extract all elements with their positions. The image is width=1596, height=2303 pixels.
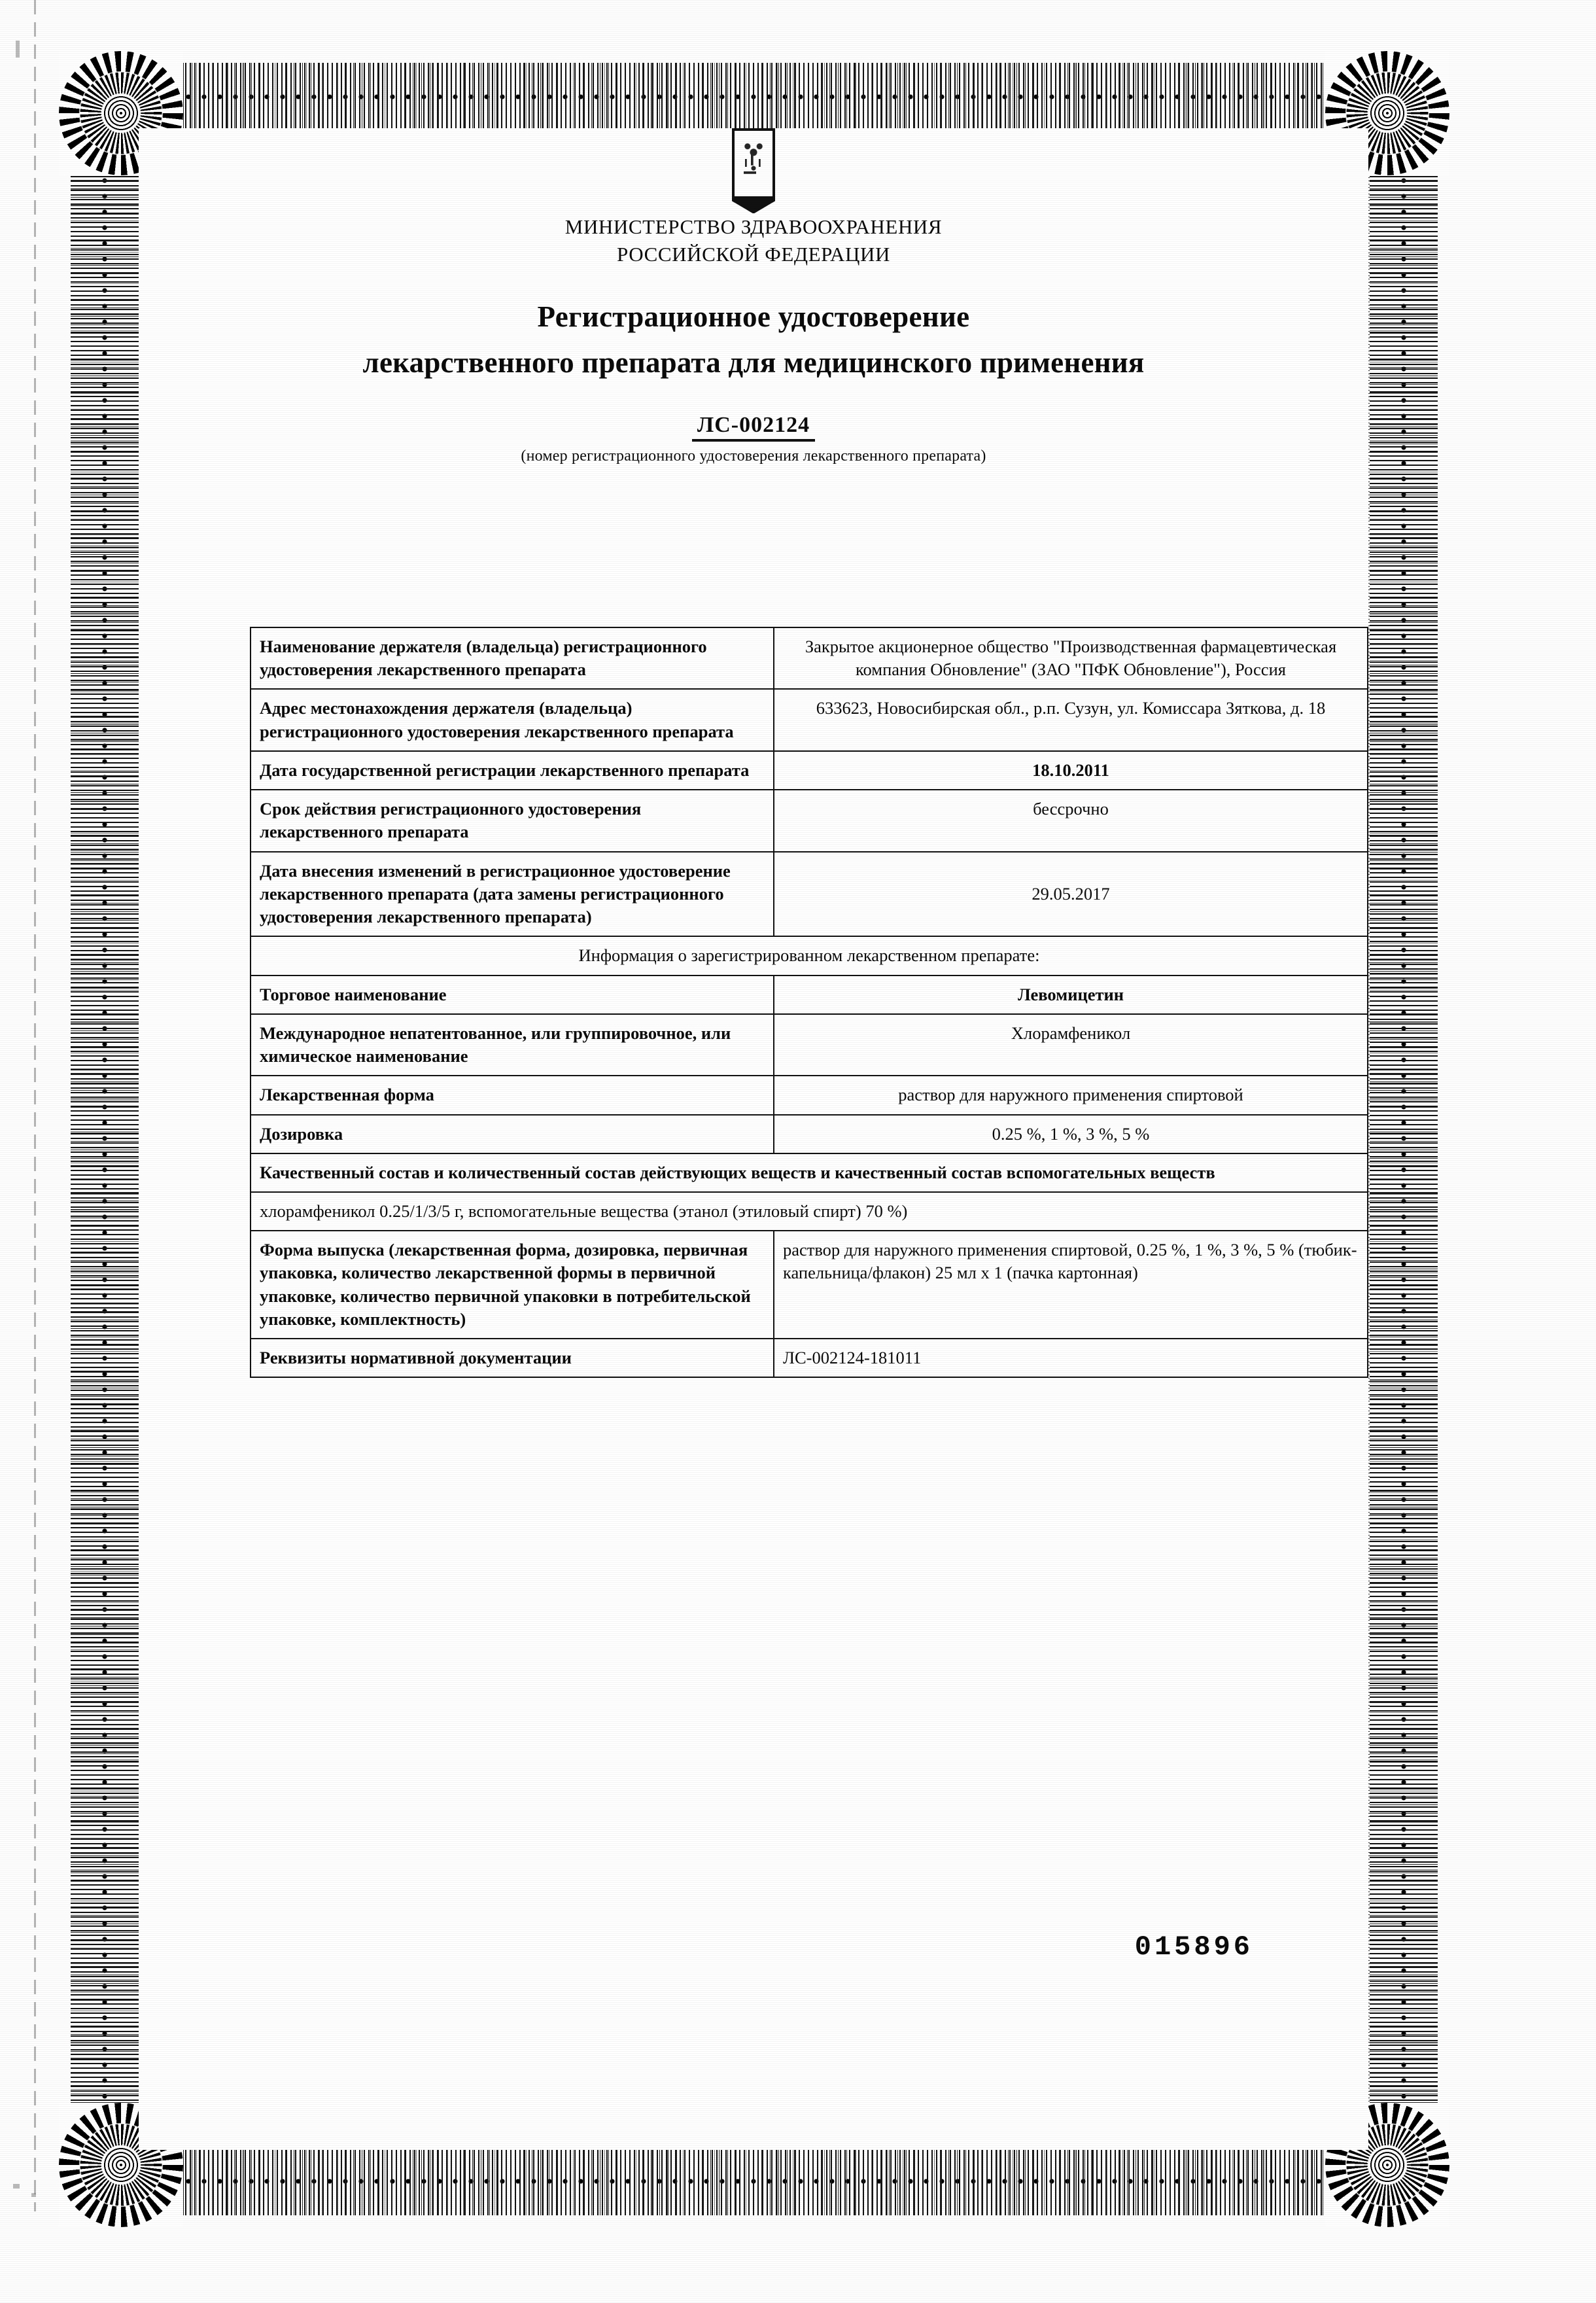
table-row [251,751,1368,790]
table-row [251,689,1368,750]
russian-coat-of-arms-icon [732,128,775,196]
ministry-line-1: МИНИСТЕРСТВО ЗДРАВООХРАНЕНИЯ [564,215,943,238]
section-header: Информация о зарегистрированном лекарственном препарате: [251,936,1368,975]
row-value: 633623, Новосибирская обл., р.п. Сузун, ул. Комиссара Зяткова, д. 18 [774,689,1368,750]
table-row [251,1115,1368,1153]
border-band-top [71,63,1438,131]
registration-number-caption: (номер регистрационного удостоверения лекарственного препарата) [521,447,986,465]
row-value: ЛС-002124-181011 [774,1339,1368,1377]
row-value: Закрытое акционерное общество "Производственная фармацевтическая компания Обновление" (ЗАО "ПФК Обновление"), Россия [774,627,1368,689]
border-band-right [1370,63,1438,2215]
row-label: Торговое наименование [251,976,774,1014]
table-row [251,1076,1368,1114]
border-band-bottom [71,2147,1438,2215]
table-section-header-row [251,936,1368,975]
registration-details-table [250,627,1368,1378]
scan-speck [31,2193,36,2197]
page-title-line-1: Регистрационное удостоверение [537,300,970,334]
row-label: Наименование держателя (владельца) регистрационного удостоверения лекарственного препарата [251,627,774,689]
composition-header: Качественный состав и количественный состав действующих веществ и качественный состав вспомогательных веществ [251,1153,1368,1192]
document-serial-number: 015896 [1134,1931,1253,1963]
row-value: 0.25 %, 1 %, 3 %, 5 % [774,1115,1368,1153]
registration-number-block [139,413,1368,465]
registration-number: ЛС-002124 [692,413,815,442]
row-label: Срок действия регистрационного удостоверения лекарственного препарата [251,790,774,851]
row-value: 18.10.2011 [774,751,1368,790]
row-value: Хлорамфеникол [774,1014,1368,1076]
row-label: Лекарственная форма [251,1076,774,1114]
page-title-line-2: лекарственного препарата для медицинского применения [362,345,1145,379]
scan-speck [16,41,20,58]
row-value: раствор для наружного применения спиртовой [774,1076,1368,1114]
row-value: бессрочно [774,790,1368,851]
scan-speck [13,2184,20,2189]
table-row [251,1014,1368,1076]
row-label: Реквизиты нормативной документации [251,1339,774,1377]
row-label: Дозировка [251,1115,774,1153]
composition-value: хлорамфеникол 0.25/1/3/5 г, вспомогательные вещества (этанол (этиловый спирт) 70 %) [251,1192,1368,1231]
row-value: 29.05.2017 [774,852,1368,937]
ministry-line-2: РОССИЙСКОЙ ФЕДЕРАЦИИ [617,242,890,266]
table-row [251,976,1368,1014]
table-row [251,1231,1368,1339]
row-value: Левомицетин [774,976,1368,1014]
page-title [139,296,1368,384]
table-row [251,627,1368,689]
table-row [251,852,1368,937]
row-label: Адрес местонахождения держателя (владельца) регистрационного удостоверения лекарственного препарата [251,689,774,750]
table-composition-header-row [251,1153,1368,1192]
table-row [251,790,1368,851]
row-label: Дата внесения изменений в регистрационное удостоверение лекарственного препарата (дата замены регистрационного удостоверения лекарственного препарата) [251,852,774,937]
row-value: раствор для наружного применения спиртовой, 0.25 %, 1 %, 3 %, 5 % (тюбик-капельница/флакон) 25 мл х 1 (пачка картонная) [774,1231,1368,1339]
ministry-heading [139,213,1368,268]
table-composition-value-row [251,1192,1368,1231]
row-label: Дата государственной регистрации лекарственного препарата [251,751,774,790]
border-band-left [71,63,139,2215]
certificate-content [139,128,1368,2150]
scan-edge-artifact [34,0,36,2211]
table-row [251,1339,1368,1377]
row-label: Международное непатентованное, или группировочное, или химическое наименование [251,1014,774,1076]
row-label: Форма выпуска (лекарственная форма, дозировка, первичная упаковка, количество лекарственной формы в первичной упаковке, количество первичной упаковки в потребительской упаковке, комплектность) [251,1231,774,1339]
